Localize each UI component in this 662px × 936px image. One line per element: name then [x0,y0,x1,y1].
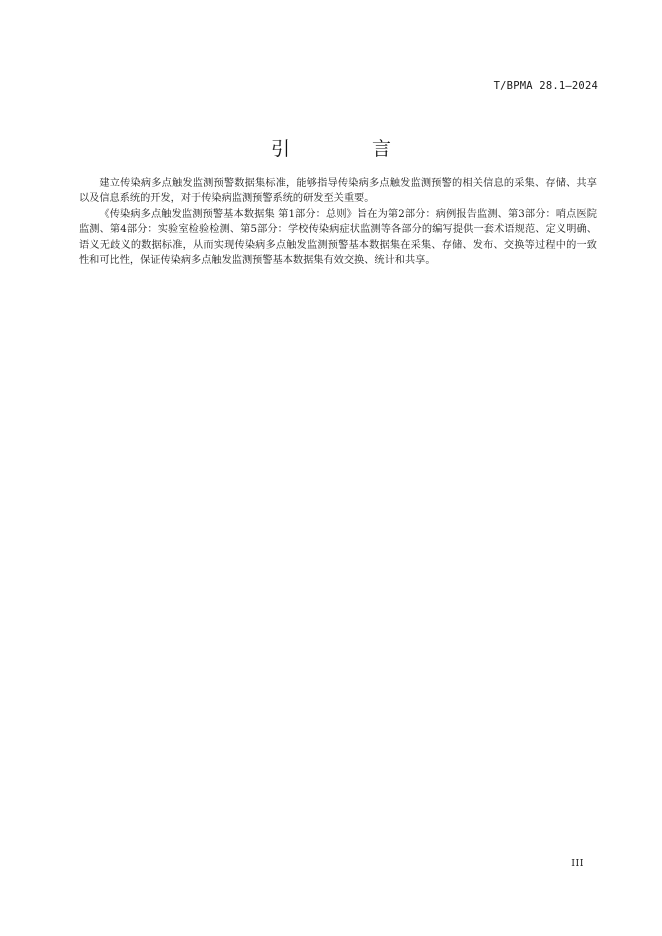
paragraph-2: 《传染病多点触发监测预警基本数据集 第1部分：总则》旨在为第2部分：病例报告监测、第3部分：哨点医院监测、第4部分：实验室检验检测、第5部分：学校传染病症状监测等各部分的编写提供一套术语规范、定义明确、语义无歧义的数据标准，从而实现传染病多点触发监测预警基本数据集在采集、存储、发布、交换等过程中的一致性和可比性，保证传染病多点触发监测预警基本数据集有效交换、统计和共享。 [79,208,597,267]
page-title: 引 言 [270,138,430,160]
page-number: III [571,858,584,869]
document-code: T/BPMA 28.1—2024 [493,80,598,92]
paragraph-1: 建立传染病多点触发监测预警数据集标准，能够指导传染病多点触发监测预警的相关信息的采集、存储、共享以及信息系统的开发，对于传染病监测预警系统的研发至关重要。 [79,178,597,205]
body-text [79,176,597,268]
